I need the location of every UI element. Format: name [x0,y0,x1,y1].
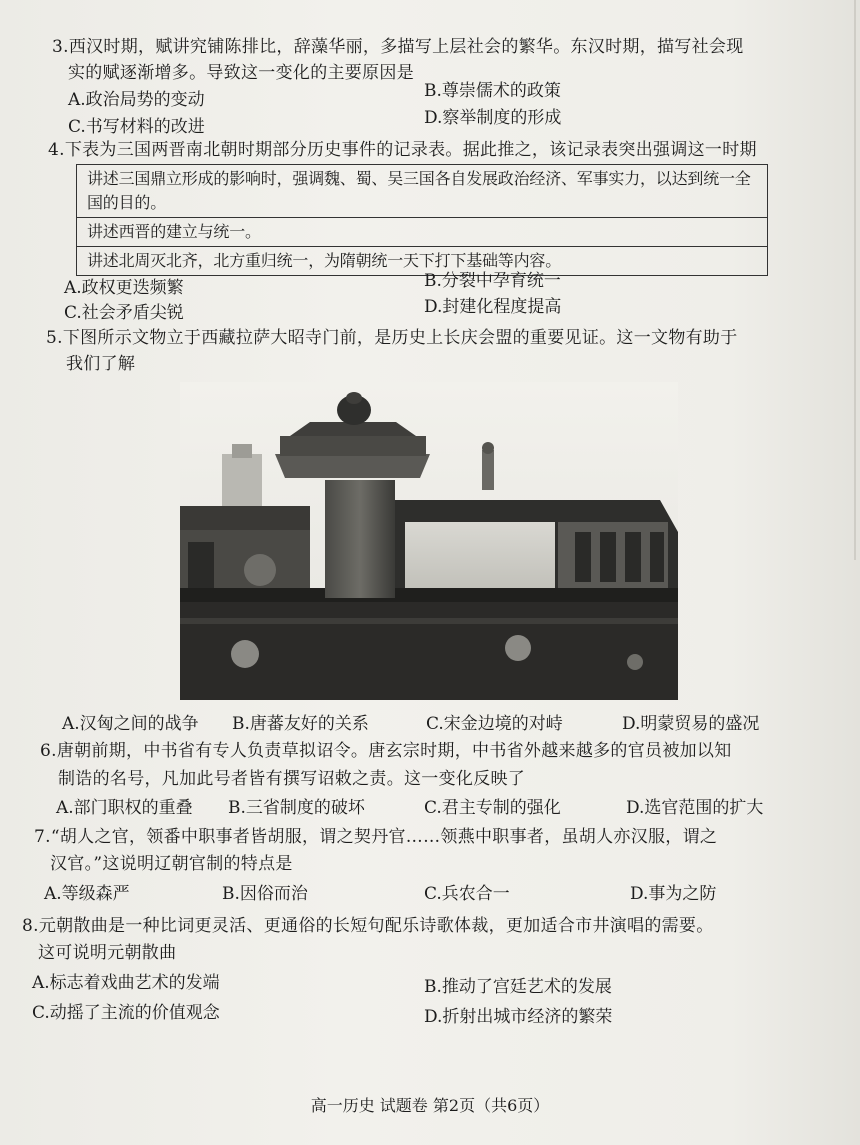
q7-line-2: 汉官。”这说明辽朝官制的特点是 [50,854,293,874]
page-footer: 高一历史 试题卷 第2页（共6页） [310,1096,550,1115]
q6-line-2: 制诰的名号，凡加此号者皆有撰写诏敕之责。这一变化反映了 [58,769,526,789]
q3-line-2: 实的赋逐渐增多。导致这一变化的主要原因是 [68,63,414,83]
q3-option-d: D.察举制度的形成 [424,108,562,128]
q8-option-c: C.动摇了主流的价值观念 [32,1003,220,1023]
q8-line-1: 8.元朝散曲是一种比词更灵活、更通俗的长短句配乐诗歌体裁，更加适合市井演唱的需要。 [22,916,714,936]
q5-line-2: 我们了解 [66,354,136,374]
q4-option-b: B.分裂中孕育统一 [424,271,561,291]
q3-option-b: B.尊崇儒术的政策 [424,81,561,101]
q8-option-d: D.折射出城市经济的繁荣 [424,1007,613,1027]
q4-option-c: C.社会矛盾尖锐 [64,303,184,323]
q5-option-a: A.汉匈之间的战争 [62,714,199,734]
q4-option-d: D.封建化程度提高 [424,297,562,317]
q4-option-a: A.政权更迭频繁 [64,278,184,298]
q6-option-a: A.部门职权的重叠 [56,798,193,818]
q5-line-1: 5.下图所示文物立于西藏拉萨大昭寺门前，是历史上长庆会盟的重要见证。这一文物有助于 [46,328,738,348]
page-edge-shadow [854,0,856,560]
tang-tibet-alliance-stele-photo [180,382,678,700]
q3-option-c: C.书写材料的改进 [68,117,205,137]
q6-option-d: D.选官范围的扩大 [626,798,764,818]
q5-option-d: D.明蒙贸易的盛况 [622,714,760,734]
q4-record-table [76,164,768,276]
q6-line-1: 6.唐朝前期，中书省有专人负责草拟诏令。唐玄宗时期，中书省外越来越多的官员被加以知 [40,741,732,761]
q8-option-a: A.标志着戏曲艺术的发端 [32,973,220,993]
q5-option-b: B.唐蕃友好的关系 [232,714,369,734]
q7-option-b: B.因俗而治 [222,884,308,904]
q3-line-1: 3.西汉时期，赋讲究铺陈排比，辞藻华丽，多描写上层社会的繁华。东汉时期，描写社会现 [52,37,744,57]
q4-table-row: 讲述北周灭北齐，北方重归统一，为隋朝统一天下打下基础等内容。 [77,246,767,275]
q8-line-2: 这可说明元朝散曲 [38,943,177,963]
q6-option-b: B.三省制度的破坏 [228,798,365,818]
q4-table-row: 讲述西晋的建立与统一。 [77,217,767,246]
q4-stem: 4.下表为三国两晋南北朝时期部分历史事件的记录表。据此推之，该记录表突出强调这一时期 [48,140,757,160]
q8-option-b: B.推动了宫廷艺术的发展 [424,977,612,997]
q4-table-row: 讲述三国鼎立形成的影响时，强调魏、蜀、吴三国各自发展政治经济、军事实力，以达到统一全国的目的。 [87,169,751,212]
q7-option-a: A.等级森严 [44,884,130,904]
q7-option-c: C.兵农合一 [424,884,510,904]
q6-option-c: C.君主专制的强化 [424,798,561,818]
q5-option-c: C.宋金边境的对峙 [426,714,563,734]
q7-line-1: 7.“胡人之官，领番中职事者皆胡服，谓之契丹官……领燕中职事者，虽胡人亦汉服，谓之 [34,827,718,847]
q7-option-d: D.事为之防 [630,884,717,904]
q3-option-a: A.政治局势的变动 [68,90,205,110]
